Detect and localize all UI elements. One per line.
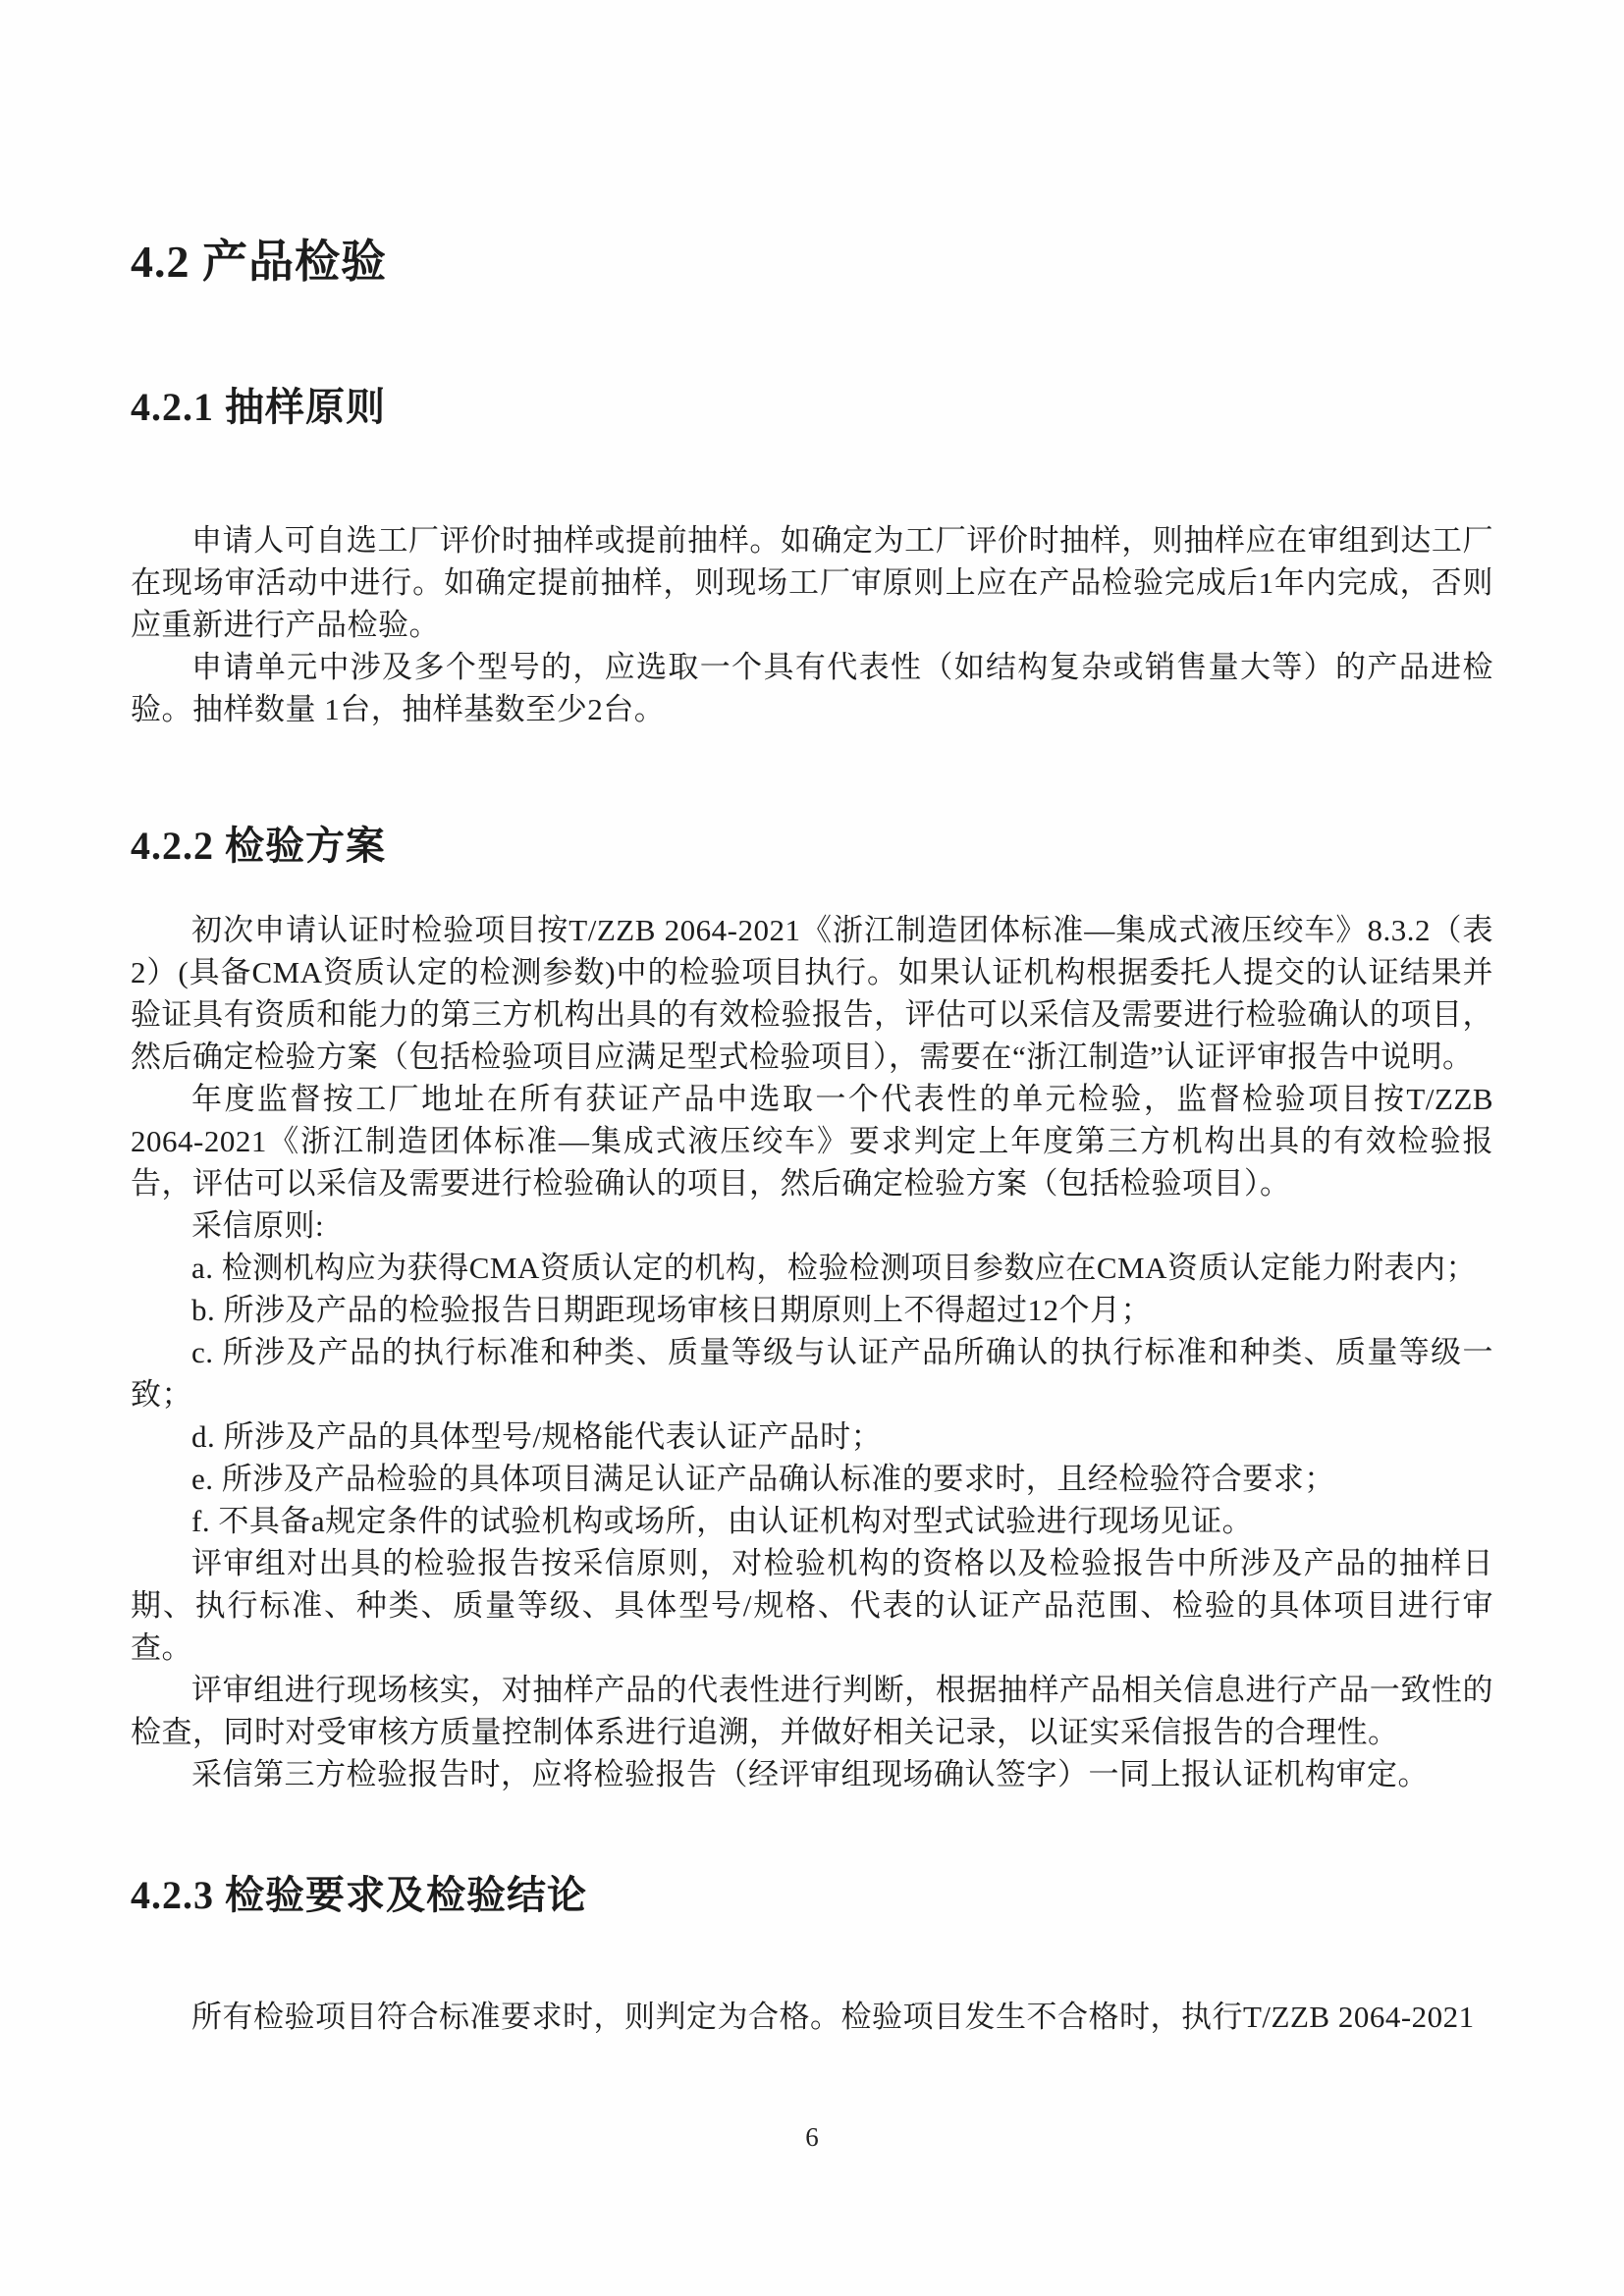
section-body-4-2-3	[131, 1996, 1493, 2038]
list-item-c: c. 所涉及产品的执行标准和种类、质量等级与认证产品所确认的执行标准和种类、质量等级一致；	[131, 1334, 1493, 1412]
paragraph: 申请单元中涉及多个型号的，应选取一个具有代表性（如结构复杂或销售量大等）的产品进检验。抽样数量 1台，抽样基数至少2台。	[131, 649, 1493, 726]
section-body-4-2-1	[131, 519, 1493, 730]
paragraph: 年度监督按工厂地址在所有获证产品中选取一个代表性的单元检验，监督检验项目按T/ZZB 2064-2021《浙江制造团体标准—集成式液压绞车》要求判定上年度第三方机构出具的有效检验报告，评估可以采信及需要进行检验确认的项目，然后确定检验方案（包括检验项目）。	[131, 1081, 1493, 1201]
paragraph: 采信原则:	[191, 1207, 325, 1243]
section-heading-4-2-2: 4.2.2 检验方案	[131, 823, 386, 868]
paragraph: 所有检验项目符合标准要求时，则判定为合格。检验项目发生不合格时，执行T/ZZB 2064-2021	[191, 1999, 1475, 2034]
section-heading-4-2-3: 4.2.3 检验要求及检验结论	[131, 1872, 587, 1917]
list-item-d: d. 所涉及产品的具体型号/规格能代表认证产品时；	[191, 1418, 883, 1454]
section-heading-4-2: 4.2 产品检验	[131, 237, 387, 287]
page-number: 6	[805, 2122, 819, 2152]
paragraph: 评审组对出具的检验报告按采信原则，对检验机构的资格以及检验报告中所涉及产品的抽样日期、执行标准、种类、质量等级、具体型号/规格、代表的认证产品范围、检验的具体项目进行审查。	[131, 1545, 1493, 1665]
paragraph: 初次申请认证时检验项目按T/ZZB 2064-2021《浙江制造团体标准—集成式液压绞车》8.3.2（表2）(具备CMA资质认定的检测参数)中的检验项目执行。如果认证机构根据委托人提交的认证结果并验证具有资质和能力的第三方机构出具的有效检验报告，评估可以采信及需要进行检验确认的项目，然后确定检验方案（包括检验项目应满足型式检验项目），需要在“浙江制造”认证评审报告中说明。	[131, 912, 1493, 1074]
paragraph: 评审组进行现场核实，对抽样产品的代表性进行判断，根据抽样产品相关信息进行产品一致性的检查，同时对受审核方质量控制体系进行追溯，并做好相关记录，以证实采信报告的合理性。	[131, 1672, 1493, 1749]
list-item-b: b. 所涉及产品的检验报告日期距现场审核日期原则上不得超过12个月；	[191, 1292, 1152, 1327]
list-item-a: a. 检测机构应为获得CMA资质认定的机构，检验检测项目参数应在CMA资质认定能力附表内；	[191, 1250, 1478, 1285]
paragraph: 申请人可自选工厂评价时抽样或提前抽样。如确定为工厂评价时抽样，则抽样应在审组到达工厂在现场审活动中进行。如确定提前抽样，则现场工厂审原则上应在产品检验完成后1年内完成，否则应重新进行产品检验。	[131, 522, 1493, 642]
paragraph: 采信第三方检验报告时，应将检验报告（经评审组现场确认签字）一同上报认证机构审定。	[191, 1756, 1429, 1791]
page-content	[0, 238, 1624, 2038]
list-item-e: e. 所涉及产品检验的具体项目满足认证产品确认标准的要求时，且经检验符合要求；	[191, 1461, 1335, 1496]
list-item-f: f. 不具备a规定条件的试验机构或场所，由认证机构对型式试验进行现场见证。	[191, 1503, 1254, 1538]
section-body-4-2-2	[131, 909, 1493, 1795]
section-heading-4-2-1: 4.2.1 抽样原则	[131, 384, 386, 429]
